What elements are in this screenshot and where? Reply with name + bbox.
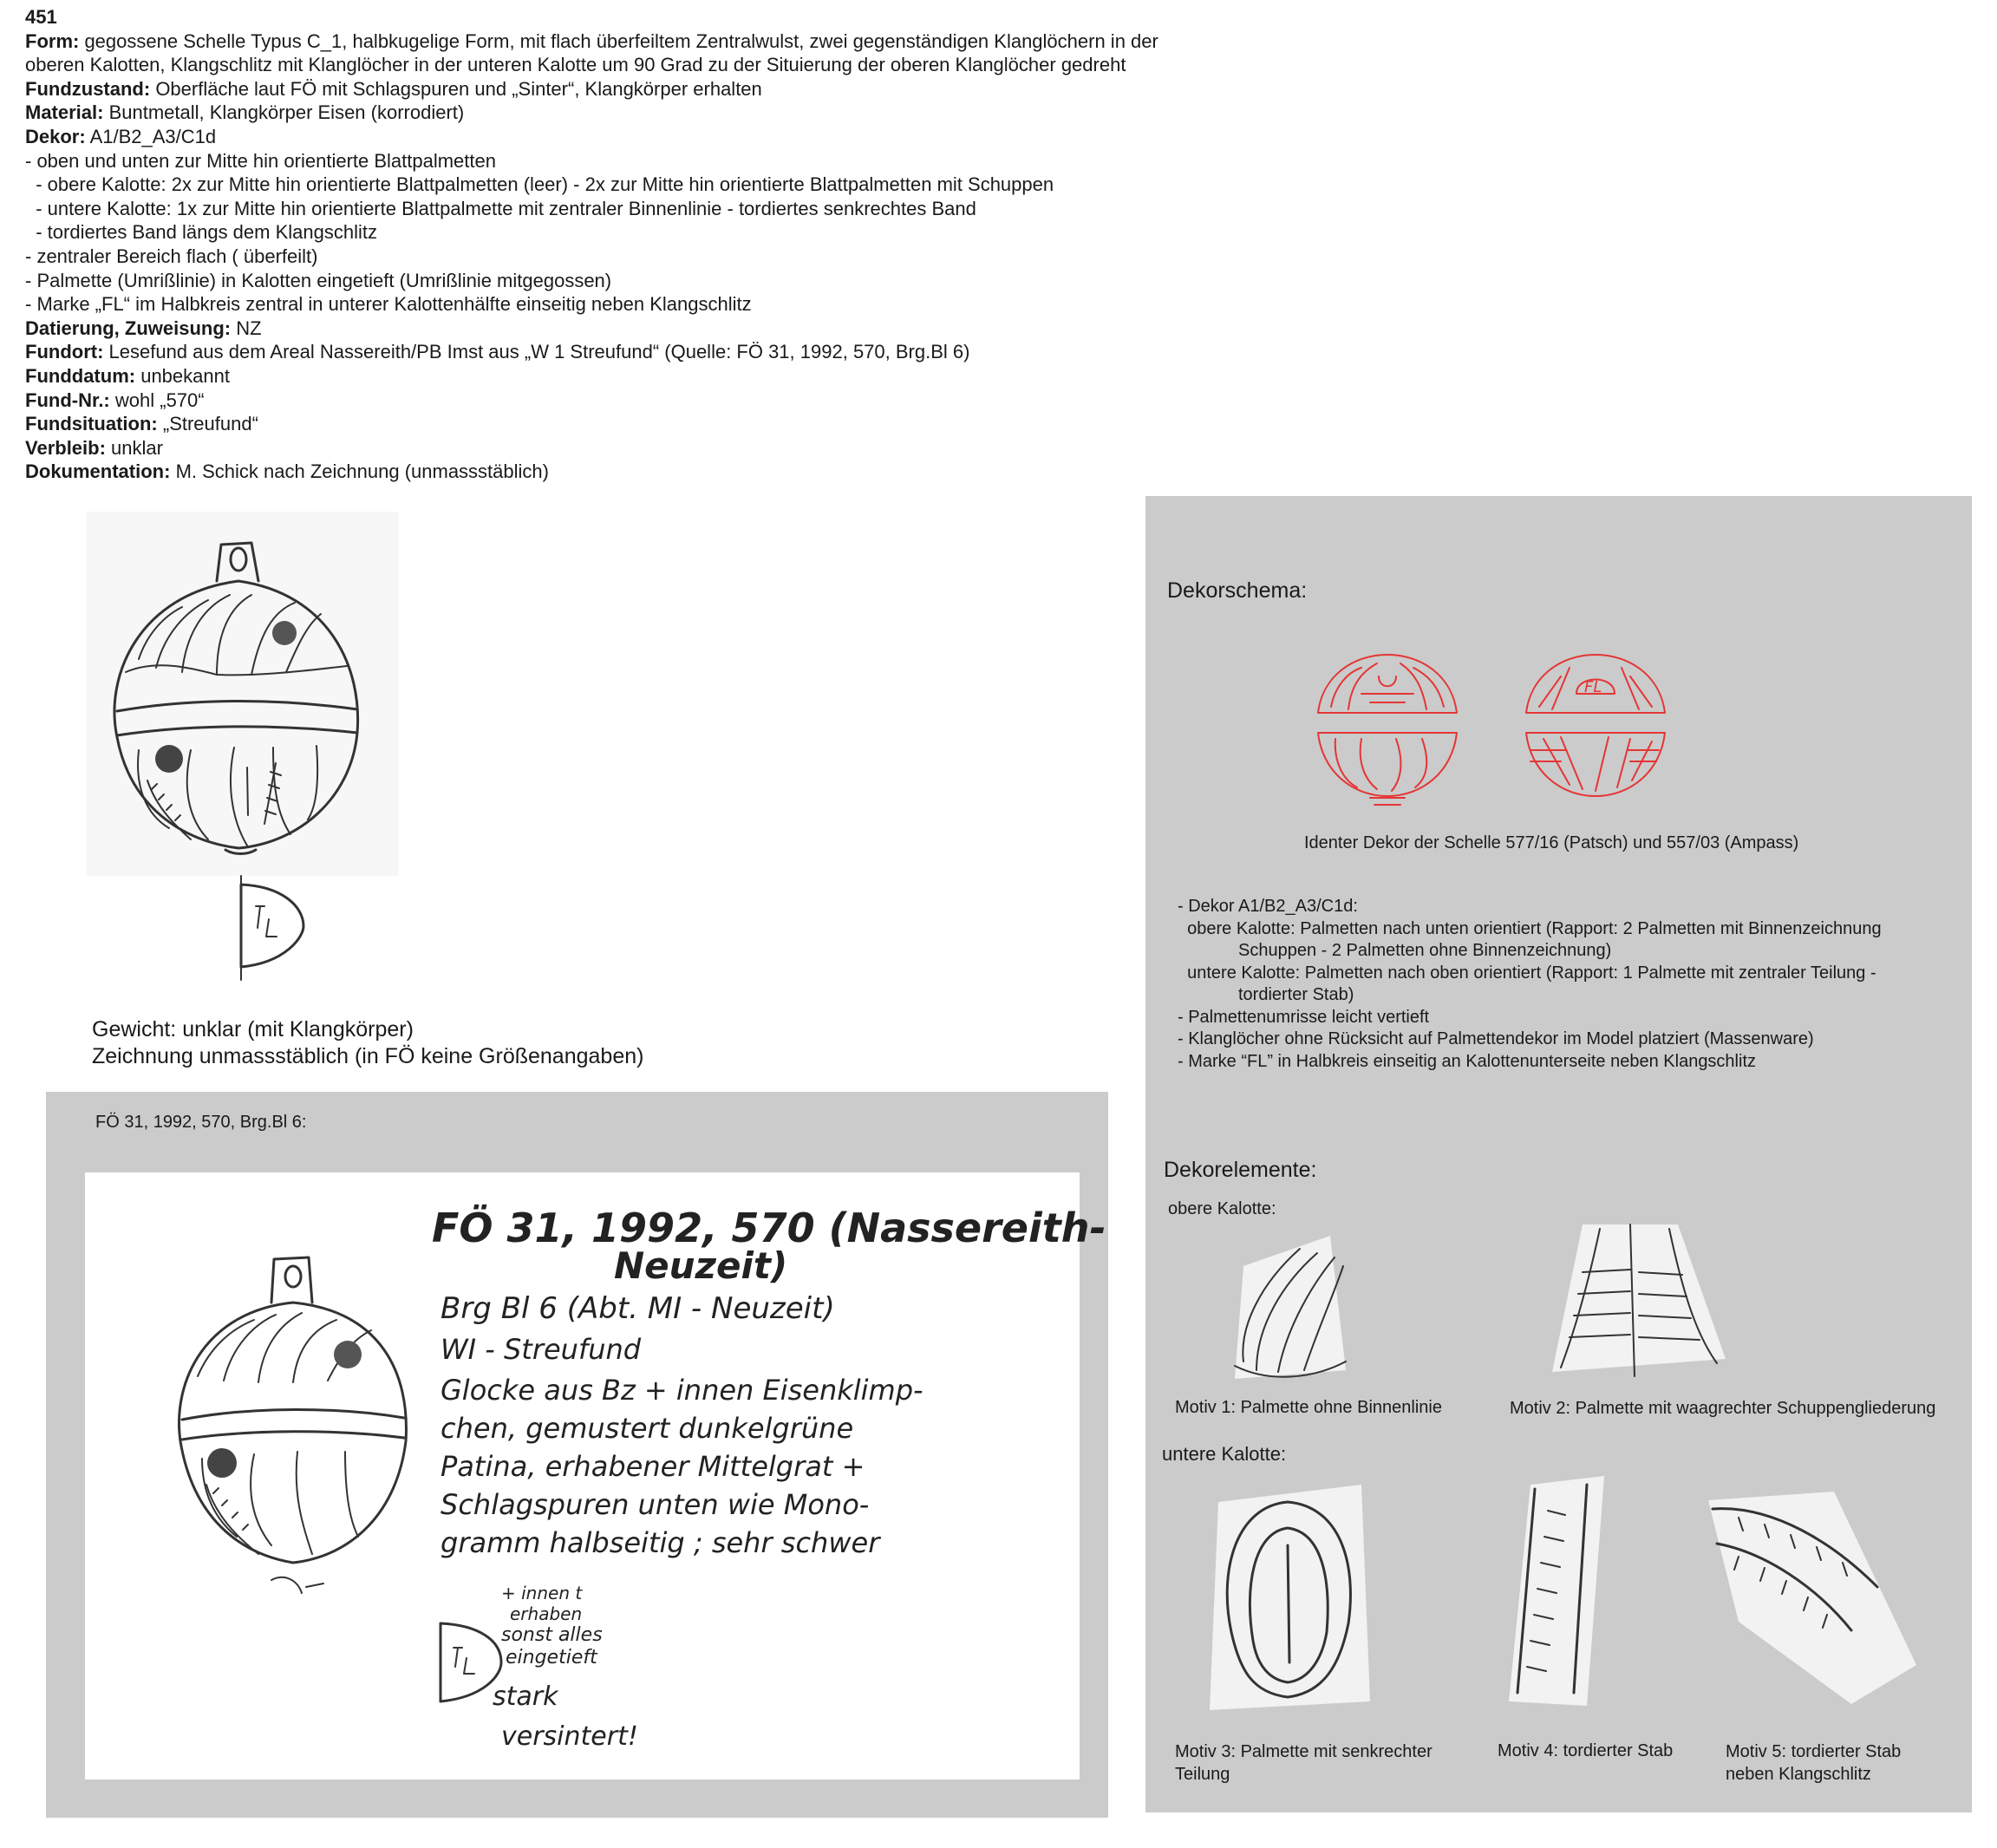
motif-4-label: Motiv 4: tordierter Stab [1498,1741,1674,1760]
decor-schema-drawing [1309,642,1674,824]
untere-kalotte-label: untere Kalotte: [1162,1443,1287,1465]
note-line: untere Kalotte: Palmetten nach oben orientiert (Rapport: 1 Palmette mit zentraler Teilung - [1178,963,1876,983]
handwritten-line: gramm halbseitig ; sehr schwer [441,1526,880,1559]
handwritten-note: sonst alles [501,1624,603,1646]
handwritten-line: Neuzeit) [614,1244,788,1287]
fl-mark-label: FL [1584,678,1602,696]
decor-notes [1178,896,1958,1073]
motif-3-label [1175,1740,1432,1786]
motif-5-label-line: Motiv 5: tordierter Stab [1726,1742,1902,1761]
scale-note: Zeichnung unmassstäblich (in FÖ keine Größenangaben) [92,1044,644,1068]
dekorelemente-title: Dekorelemente: [1164,1158,1317,1182]
motif-2-label: Motiv 2: Palmette mit waagrechter Schuppengliederung [1510,1399,1936,1418]
motif-4-image [1504,1476,1609,1710]
handwritten-note: stark [493,1681,558,1712]
note-line: - Marke “FL” in Halbkreis einseitig an Kalottenunterseite neben Klangschlitz [1178,1051,1757,1071]
field-row: Form: gegossene Schelle Typus C_1, halbkugelige Form, mit flach überfeiltem Zentralwulst, zwei gegenständigen Klanglöchern in der [25,29,1158,52]
motif-5-image [1704,1492,1921,1708]
field-row: oberen Kalotten, Klangschlitz mit Klanglöcher in der unteren Kalotte um 90 Grad zu der Situierung der oberen Klanglöcher gedreht [25,54,1126,76]
source-card-image [85,1172,1106,1779]
dekorschema-title: Dekorschema: [1167,578,1308,603]
field-row: - tordiertes Band längs dem Klangschlitz [25,221,377,244]
field-row: Fundsituation: „Streufund“ [25,413,258,435]
motif-5-label [1726,1740,1901,1786]
field-row: Fund-Nr.: wohl „570“ [25,389,205,411]
field-row: - untere Kalotte: 1x zur Mitte hin orientierte Blattpalmette mit zentraler Binnenlinie - tordiertes senkrechtes Band [25,197,976,219]
field-row: Datierung, Zuweisung: NZ [25,317,262,339]
note-line: obere Kalotte: Palmetten nach unten orientiert (Rapport: 2 Palmetten mit Binnenzeichnung [1178,918,1882,938]
motif-3-image [1201,1485,1374,1719]
drawing-caption [92,1016,643,1070]
motif-2-image [1548,1220,1730,1385]
field-row: Dekor: A1/B2_A3/C1d [25,125,217,147]
field-row: Verbleib: unklar [25,436,163,459]
motif-3-label-line: Motiv 3: Palmette mit senkrechter [1175,1742,1432,1761]
schema-caption: Identer Dekor der Schelle 577/16 (Patsch) und 557/03 (Ampass) [1304,833,1799,852]
handwritten-line: FÖ 31, 1992, 570 (Nassereith- [432,1205,1106,1251]
handwritten-line: WI - Streufund [441,1333,642,1366]
handwritten-line: Brg Bl 6 (Abt. MI - Neuzeit) [441,1291,835,1326]
handwritten-line: Schlagspuren unten wie Mono- [441,1488,870,1521]
note-line: - Dekor A1/B2_A3/C1d: [1178,897,1358,916]
bell-drawing [87,512,451,997]
field-row: - Marke „FL“ im Halbkreis zentral in unterer Kalottenhälfte einseitig neben Klangschlitz [25,293,752,316]
field-row: Fundort: Lesefund aus dem Areal Nassereith/PB Imst aus „W 1 Streufund“ (Quelle: FÖ 31, 1992, 570, Brg.Bl 6) [25,341,970,363]
source-panel-title: FÖ 31, 1992, 570, Brg.Bl 6: [95,1113,307,1132]
field-row: - zentraler Bereich flach ( überfeilt) [25,245,318,267]
field-row: Funddatum: unbekannt [25,364,230,387]
field-row: - obere Kalotte: 2x zur Mitte hin orientierte Blattpalmetten (leer) - 2x zur Mitte hin orientierte Blattpalmetten mit Schuppen [25,173,1054,196]
source-card-drawing [85,1172,1106,1779]
field-row: Fundzustand: Oberfläche laut FÖ mit Schlagspuren und „Sinter“, Klangkörper erhalten [25,77,762,100]
catalog-number: 451 [25,6,57,28]
catalog-entry-text [25,5,1308,484]
field-row: Dokumentation: M. Schick nach Zeichnung (unmassstäblich) [25,460,549,483]
note-line: Schuppen - 2 Palmetten ohne Binnenzeichnung) [1238,941,1612,960]
motif-3-label-line: Teilung [1175,1765,1230,1784]
handwritten-note: versintert! [501,1721,638,1752]
note-line: - Klanglöcher ohne Rücksicht auf Palmettendekor im Model platziert (Massenware) [1178,1029,1814,1048]
handwritten-note: + innen t [501,1583,583,1603]
field-row: - oben und unten zur Mitte hin orientierte Blattpalmetten [25,149,496,172]
motif-5-label-line: neben Klangschlitz [1726,1765,1871,1784]
handwritten-line: Glocke aus Bz + innen Eisenklimp- [441,1374,923,1407]
handwritten-note: erhaben [510,1603,583,1624]
obere-kalotte-label: obere Kalotte: [1168,1199,1276,1218]
motif-1-image [1217,1231,1348,1383]
note-line: - Palmettenumrisse leicht vertieft [1178,1007,1430,1027]
handwritten-line: chen, gemustert dunkelgrüne [441,1412,854,1445]
field-row: - Palmette (Umrißlinie) in Kalotten eingetieft (Umrißlinie mitgegossen) [25,269,612,291]
handwritten-note: eingetieft [506,1647,597,1668]
weight-note: Gewicht: unklar (mit Klangkörper) [92,1017,414,1042]
motif-1-label: Motiv 1: Palmette ohne Binnenlinie [1175,1398,1442,1417]
note-line: tordierter Stab) [1238,985,1354,1004]
handwritten-line: Patina, erhabener Mittelgrat + [441,1450,865,1483]
field-row: Material: Buntmetall, Klangkörper Eisen (korrodiert) [25,101,465,124]
